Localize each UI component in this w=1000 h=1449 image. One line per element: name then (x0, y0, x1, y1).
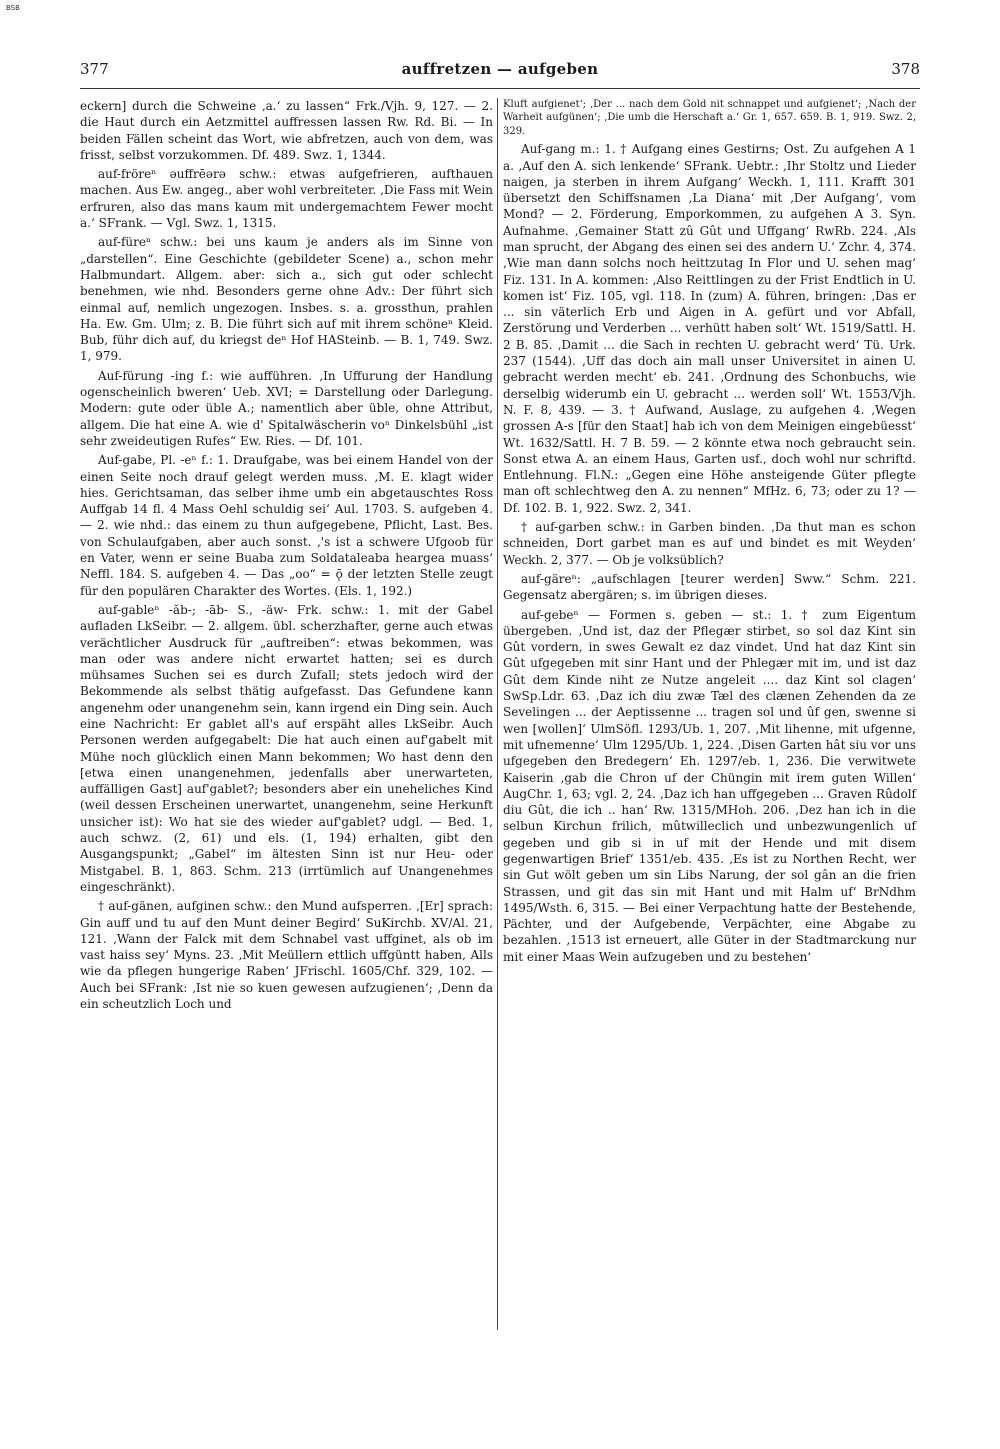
column-divider (497, 98, 498, 1330)
entry-auf-gaeren: auf-gäreⁿ: „aufschlagen [teurer werden] Sww.“ Schm. 221. Gegensatz abergären; s. im übrigen dieses. (503, 571, 916, 603)
entry-auf-gaenen: † auf-gänen, aufginen schw.: den Mund aufsperren. ‚[Er] sprach: Gin auff und tu auf den Munt deiner Begird‘ SuKirchb. XV/Al. 21, 121. ‚Wann der Falck mit dem Schnabel vast uffginet, als ob im vast haiss sey‘ Myns. 23. ‚Mit Meüllern ettlich uffgüntt haben, Alls wie da pflegen hungerige Raben‘ JFrischl. 1605/Chf. 329, 102. — Auch bei SFrank: ‚Ist nie so kuen gewesen aufzugienen‘; ‚Denn da ein scheutzlich Loch und (80, 899, 493, 1012)
page-header (80, 60, 920, 84)
right-column (503, 98, 916, 968)
entry-auf-fueren: auf-füreⁿ schw.: bei uns kaum je anders als im Sinne von „darstellen“. Eine Geschichte (gebildeter Scene) a., schon mehr Halbmundart. Allgem. aber: sich a., sich gut oder schlecht benehmen, wie nhd. Besonders gerne ohne Adv.: Der führt sich einmal auf, nemlich ungezogen. Insbes. s. a. grossthun, prahlen Ha. Ew. Gm. Ulm; z. B. Die führt sich auf mit ihrem schöneⁿ Kleid. Bub, führ dich auf, du kriegst deⁿ Hof HASteinb. — B. 1, 749. Swz. 1, 979. (80, 235, 493, 364)
page-number-left: 377 (80, 60, 109, 78)
left-column (80, 98, 493, 1015)
entry-paragraph: eckern] durch die Schweine ‚a.‘ zu lassen“ Frk./Vjh. 9, 127. — 2. die Haut durch ein Aetzmittel auffressen lassen Rw. Rd. Bi. — In beiden Fällen scheint das Wort, wie abfretzen, auch von dem, was frisst, selbst vorzukommen. Df. 489. Swz. 1, 1344. (80, 99, 493, 162)
entry-auf-geben: auf-gebeⁿ — Formen s. geben — st.: 1. † zum Eigentum übergeben. ‚Und ist, daz der Pflegær stirbet, so sol daz Kint sin Gût vordern, in swes Gewalt ez daz vindet. Und hat daz Kint sin Gût ufgegeben mit sinr Hant und der Phlegær mit im, und ist daz Gût dem Kinde niht ze Nutze angeleit .... daz Kint sol clagen‘ SwSp.Ldr. 63. ‚Daz ich diu zwæ Tæl des clænen Zehenden da ze Sevelingen ... der Aeptissenne ... tragen sol und ûf gen, swenne si wen [wollen]‘ UlmSöfl. 1293/Ub. 1, 207. ‚Mit lihenne, mit ufgenne, mit ufnemenne‘ Ulm 1295/Ub. 1, 224. ‚Disen Garten hât siu vor uns ufgegeben den Bredegern‘ Eh. 1297/eb. 1, 236. Die verwitwete Kaiserin ‚gab die Chron uf der Chüngin mit irem guten Willen‘ AugChr. 1, 63; vgl. 2, 24. ‚Daz ich han uffgegeben ... Graven Rûdolf diu Gût, die ich .. han‘ Rw. 1315/MHoh. 206. ‚Dez han ich in die selbun Kirchun frilich, mûtwillеclich und unbezwungenlich uf gegeben und gib si in uf mit der Hende und mit disem gegenwartigen Brief‘ 1351/eb. 435. ‚Es ist zu Northen Recht, wer sin Gut wölt geben um sin Libs Narung, der sol gân an die frien Strassen, und git das sin mit Hant und mit Halm uf‘ BrNdhm 1495/Wsth. 6, 315. — Bei einer Verpachtung hatte der Bestehende, Pächter, und der Aufgebende, Verpächter, eine Abgabe zu bezahlen. ‚1513 ist erneuert, alle Güter in der Stadtmarckung nur mit einer Maas Wein aufzugeben und zu bestehen‘ (503, 607, 916, 964)
entry-auf-fuerung: Auf-fürung -ing f.: wie aufführen. ‚In Uffurung der Handlung ogenscheinlich bweren‘ Ueb. XVI; = Darstellung oder Darlegung. Modern: gute oder üble A.; namentlich aber üble, ohne Attribut, allgem. Die hat eine A. wie d' Spitalwäscherin voⁿ Dinkelsbühl „ist sehr zweideutigen Rufes“ Ew. Ries. — Df. 101. (80, 368, 493, 448)
entry-auf-garben: † auf-garben schw.: in Garben binden. ‚Da thut man es schon schneiden, Dort garbet man es auf und bindet es mit Weyden‘ Weckh. 2, 377. — Ob je volksüblich? (503, 520, 916, 567)
entry-paragraph: Kluft aufgienet‘; ‚Der ... nach dem Gold nit schnappet und aufgienet‘; ‚Nach der Warheit aufgünen‘; ‚Die umb die Herschaft a.‘ Gr. 1, 657. 659. B. 1, 919. Swz. 2, 329. (503, 99, 916, 137)
header-rule (80, 88, 920, 89)
entry-auf-gang: Auf-gang m.: 1. † Aufgang eines Gestirns; Ost. Zu aufgehen A 1 a. ‚Auf den A. sich lenkende‘ SFrank. Uebtr.: ‚Ihr Stoltz und Lieder naigen, ja sterben in ihrem Aufgang‘ Weckh. 1, 111. Krafft 301 übersetzt den Schiffsnamen ‚La Diana‘ mit ‚Der Aufgang‘, vom Mond? — 2. Förderung, Emporkommen, zu aufgehen A 3. Syn. Aufnahme. ‚Gemainer Statt zû Gût und Uffgang‘ RwRb. 224. ‚Als man sprucht, der Abgang des einen sei des andern U.‘ Zchr. 4, 374. ‚Wie man dann solchs noch heittzutag In Flor und U. sehen mag‘ Fiz. 131. In A. kommen: ‚Also Reittlingen zu der Frist Endtlich in U. komen ist‘ Fiz. 105, vgl. 118. In (zum) A. führen, bringen: ‚Das er ... sin väterlich Erb und Aigen in A. gefürt und vor Abfall, Zerstörung und Verderben ... verhütt haben solt‘ Wt. 1519/Sattl. H. 2 B. 85. ‚Damit ... die Sach in rechten U. gebracht werd‘ Tü. Urk. 237 (1544). ‚Uff das doch ain mall unser Universitet in ainen U. gebracht werden mecht‘ eb. 241. ‚Ordnung des Schonbuchs, wie derselbig widerumb ein U. gebracht ... werden soll‘ Wt. 1553/Vjh. N. F. 8, 439. — 3. † Aufwand, Auslage, zu aufgehen 4. ‚Wegen grossen A-s [für den Staat] hab ich von dem Meinigen eingebüesst‘ Wt. 1632/Sattl. H. 7 B. 59. — 2 könnte etwa noch gebraucht sein. Sonst etwa A. an einem Haus, Garten usf., doch wohl nur schriftd. Entlehnung. Fl.N.: „Gegen eine Höhe ansteigende Güter pflegte man oft schlechtweg den A. zu nennen“ MfHz. 6, 73; oder zu 1? — Df. 102. B. 1, 922. Swz. 2, 341. (503, 142, 916, 515)
entry-auf-froeren: auf-fröreⁿ əuffrēərə schw.: etwas aufgefrieren, aufthauen machen. Aus Ew. angeg., aber wohl verbreiteter. ‚Die Fass mit Wein erfruren, also das mans kaum mit undergemachtem Fewer mocht a.‘ SFrank. — Vgl. Swz. 1, 1315. (80, 167, 493, 231)
running-title: auffretzen — aufgeben (401, 60, 599, 78)
entry-auf-gablen: auf-gableⁿ -ăb-; -āb- S., -äw- Frk. schw.: 1. mit der Gabel aufladen LkSeibr. — 2. allgem. übl. scherzhafter, gerne auch etwas verächtlicher Ausdruck für „auftreiben“: etwas bekommen, was man oder was andere nicht erwartet hatten; sei es durch mühsames Suchen sei es durch Zufall; stets jedoch wird der Bekommende als selbst thätig aufgefasst. Das Gefundene kann angenehm oder unangenehm sein, kann irgend ein Ding sein. Auch eine Nachricht: Er gablet all's auf erspäht alles LkSeibr. Auch Personen werden aufgegabelt: Die hat auch einen auf'gabelt mit Mühe noch glücklich einen Mann bekommen; Wo hast denn den [etwa einen unangenehmen, jedenfalls aber unerwarteten, auffälligen Gast] auf'gablet?; besonders aber ein uneheliches Kind (weil dessen Erscheinen unerwartet, unangenehm, seine Herkunft unsicher ist): Wo hat sie des wieder auf'gablet? udgl. — Bed. 1, auch schwz. (2, 61) und els. (1, 194) erhalten, gibt den Ausgangspunkt; „Gabel“ im ältesten Sinn ist nur Heu- oder Mistgabel. B. 1, 863. Schm. 213 (irrtümlich auf Unangenehmes eingeschränkt). (80, 602, 493, 894)
entry-auf-gabe: Auf-gabe, Pl. -eⁿ f.: 1. Draufgabe, was bei einem Handel von der einen Seite noch drauf gelegt werden muss. ‚M. E. klagt wider hies. Gerichtsaman, das selber ihme umb ein abgetauschtes Ross Auffgab 14 fl. 4 Mass Oehl schuldig sei‘ Aul. 1703. S. aufgeben 4. — 2. wie nhd.: das einem zu thun aufgegebene, Pflicht, Last. Bes. von Schulaufgaben, aber auch sonst. ‚'s ist a schwere Ufgoob für en Vater, wenn er seine Buaba zum Soldatalеaba heargea muass‘ Neffl. 184. S. aufgeben 4. — Das „oo“ = ǭ der letzten Stelle zeugt für den populären Charakter des Wortes. (Els. 1, 192.) (80, 453, 493, 598)
page-number-right: 378 (891, 60, 920, 78)
library-mark: BSB (6, 4, 20, 12)
